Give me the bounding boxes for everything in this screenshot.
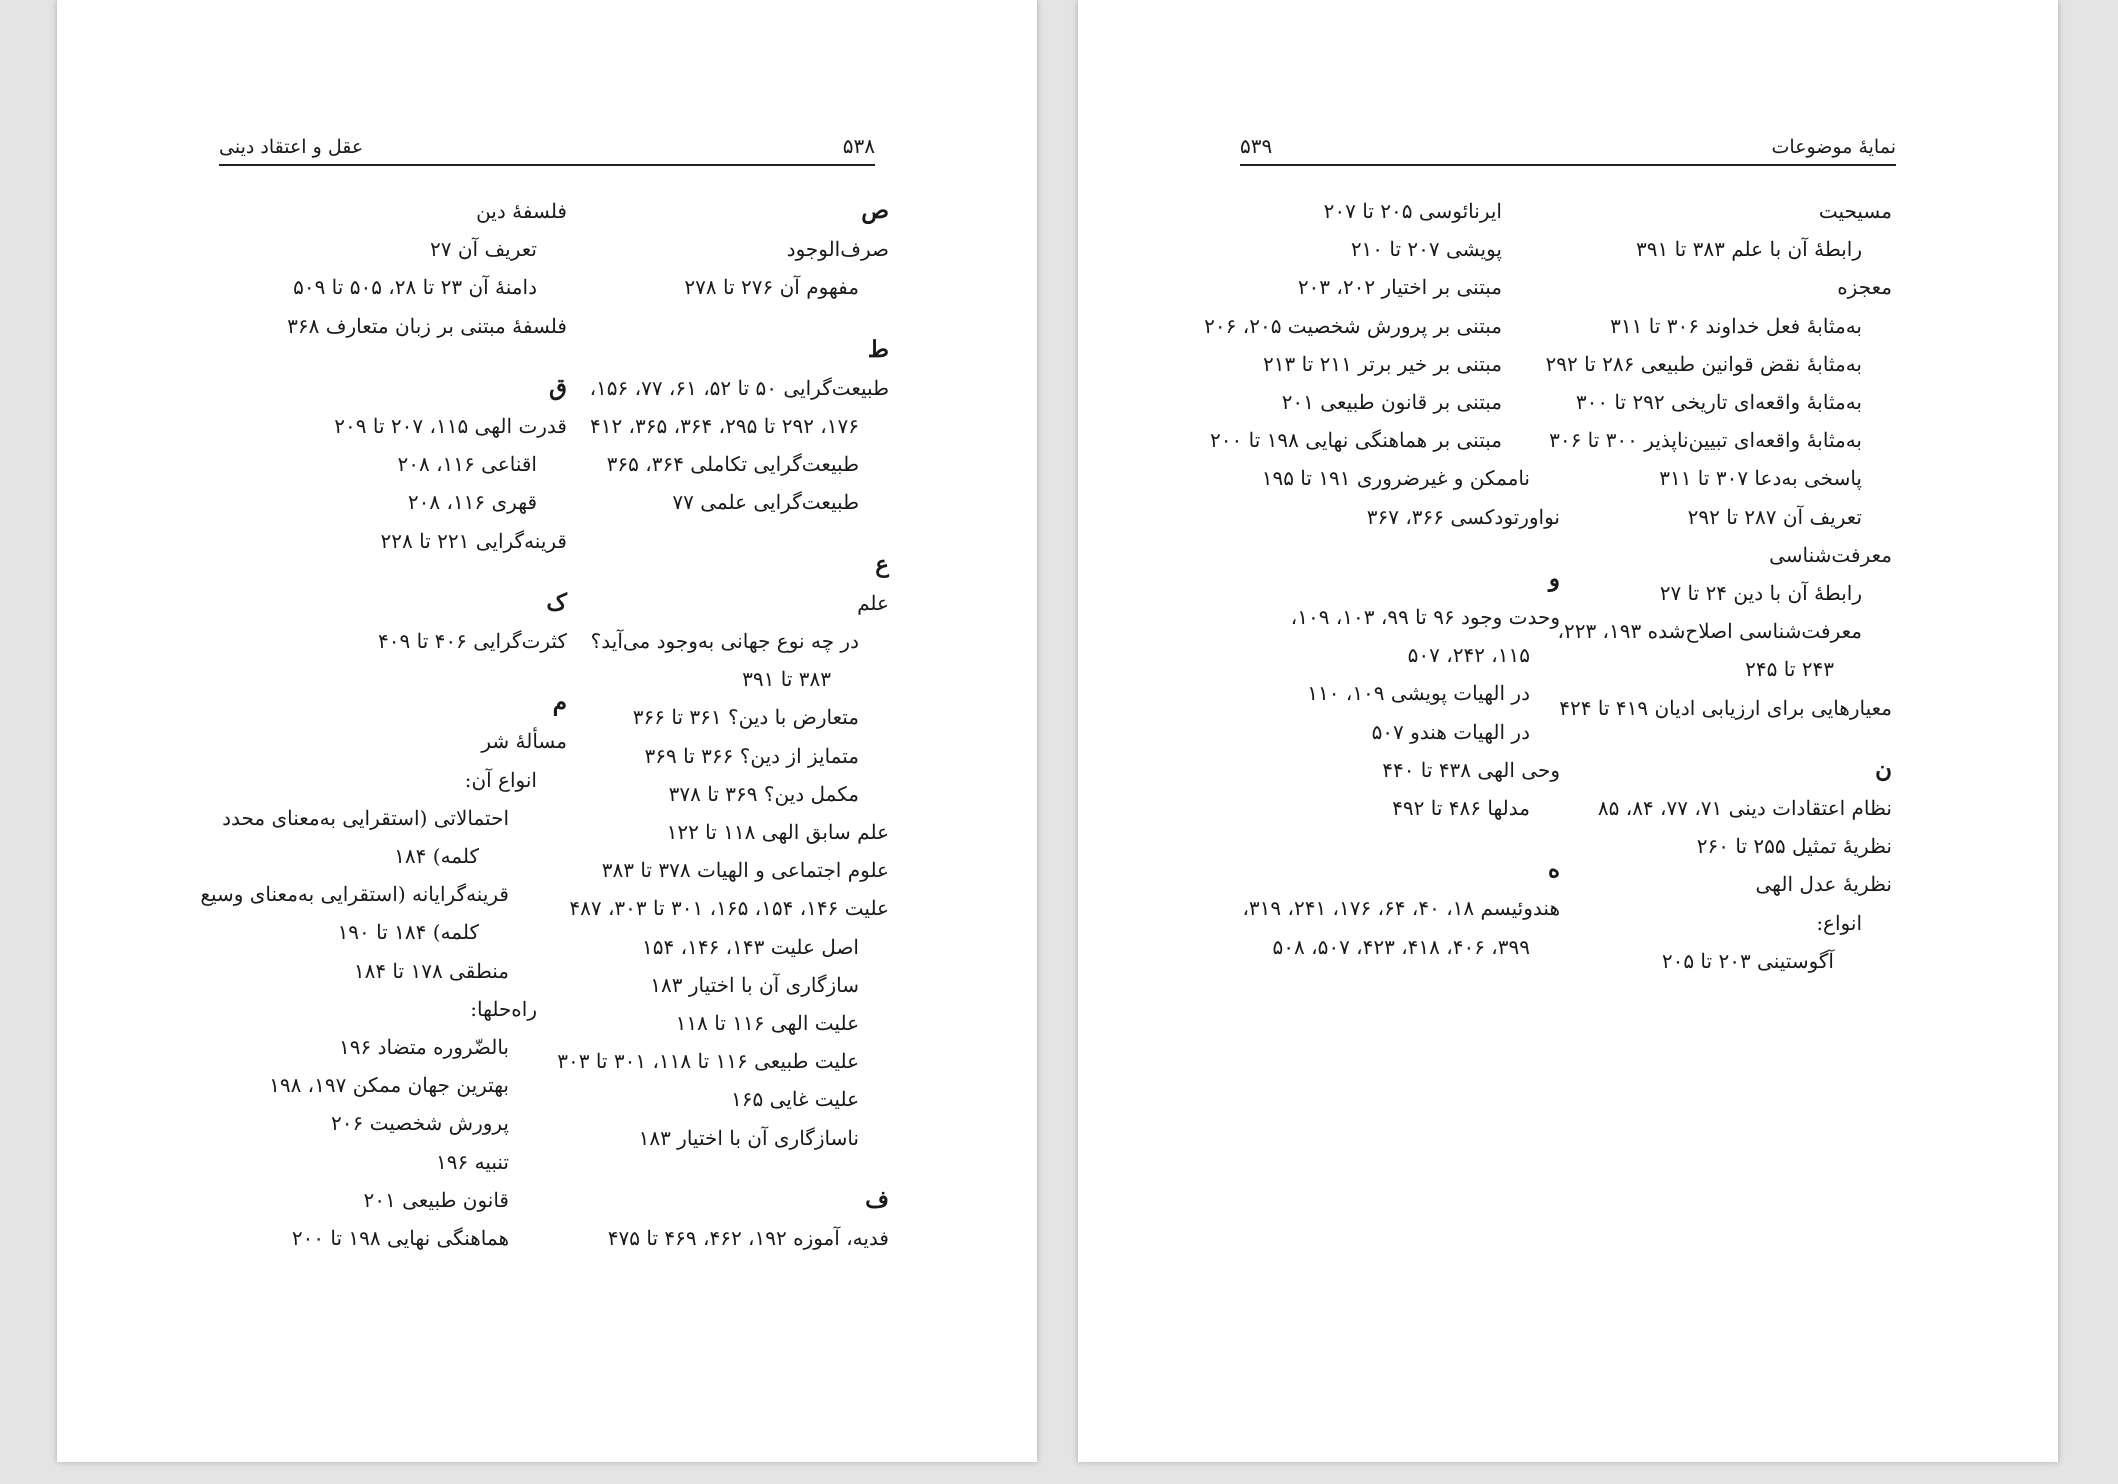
index-entry: معرفت‌شناسی اصلاح‌شده ۱۹۳، ۲۲۳، (1557, 619, 1862, 644)
index-entry: احتمالاتی (استقرایی به‌معنای محدد (222, 805, 509, 830)
index-entry: تعریف آن ۲۷ (430, 237, 537, 262)
index-entry: مبتنی بر هماهنگی نهایی ۱۹۸ تا ۲۰۰ (1210, 428, 1502, 453)
index-entry: نظام اعتقادات دینی ۷۱، ۷۷، ۸۴، ۸۵ (1597, 796, 1892, 821)
index-spacer (559, 1157, 889, 1181)
index-entry: مسیحیت (1818, 199, 1892, 223)
index-spacer (559, 522, 889, 546)
index-entry: طبیعت‌گرایی ۵۰ تا ۵۲، ۶۱، ۷۷، ۱۵۶، (589, 375, 889, 400)
index-entry: نظریهٔ تمثیل ۲۵۵ تا ۲۶۰ (1696, 834, 1892, 859)
index-entry: به‌مثابهٔ فعل خداوند ۳۰۶ تا ۳۱۱ (1610, 313, 1862, 338)
running-title: نمایهٔ موضوعات (1771, 136, 1896, 158)
index-entry: در چه نوع جهانی به‌وجود می‌آید؟ (590, 629, 859, 654)
index-entry: بالضّروره متضاد ۱۹۶ (339, 1035, 509, 1060)
index-section-letter: ص (861, 197, 889, 224)
index-entry: آگوستینی ۲۰۳ تا ۲۰۵ (1661, 948, 1834, 973)
index-column-right (1545, 192, 1892, 980)
index-entry: در الهیات هندو ۵۰۷ (1371, 719, 1530, 744)
index-section-letter: ه (1547, 856, 1560, 884)
index-spacer (267, 345, 567, 369)
index-entry: راه‌حلها: (470, 996, 537, 1021)
index-entry: ۱۱۵، ۲۴۲، ۵۰۷ (1407, 643, 1530, 668)
index-entry: رابطهٔ آن با دین ۲۴ تا ۲۷ (1659, 581, 1862, 606)
index-entry: کلمه) ۱۸۴ تا ۱۹۰ (337, 920, 479, 945)
index-entry: اصل علیت ۱۴۳، ۱۴۶، ۱۵۴ (642, 934, 859, 959)
index-entry: مبتنی بر پرورش شخصیت ۲۰۵، ۲۰۶ (1204, 313, 1502, 338)
index-entry: علیت ۱۴۶، ۱۵۴، ۱۶۵، ۳۰۱ تا ۳۰۳، ۴۸۷ (569, 896, 889, 921)
index-entry: مبتنی بر اختیار ۲۰۲، ۲۰۳ (1297, 275, 1502, 300)
index-entry: به‌مثابهٔ واقعه‌ای تاریخی ۲۹۲ تا ۳۰۰ (1575, 390, 1862, 415)
index-entry: ناسازگاری آن با اختیار ۱۸۳ (638, 1125, 859, 1150)
index-entry: رابطهٔ آن با علم ۳۸۳ تا ۳۹۱ (1636, 237, 1862, 262)
index-entry: به‌مثابهٔ واقعه‌ای تبیین‌ناپذیر ۳۰۰ تا ۳۰۶ (1549, 428, 1862, 453)
index-entry: پاسخی به‌دعا ۳۰۷ تا ۳۱۱ (1659, 466, 1862, 491)
index-entry: فدیه، آموزه ۱۹۲، ۴۶۲، ۴۶۹ تا ۴۷۵ (607, 1226, 889, 1251)
index-entry: وحی الهی ۴۳۸ تا ۴۴۰ (1382, 757, 1560, 782)
index-entry: مدلها ۴۸۶ تا ۴۹۲ (1392, 796, 1530, 821)
index-spacer (559, 307, 889, 331)
index-section-letter: ن (1875, 755, 1892, 783)
left-page (57, 0, 1037, 1462)
index-entry: ۳۹۹، ۴۰۶، ۴۱۸، ۴۲۳، ۵۰۷، ۵۰۸ (1272, 934, 1530, 959)
index-entry: سازگاری آن با اختیار ۱۸۳ (650, 972, 859, 997)
index-entry: فلسفهٔ دین (476, 199, 567, 223)
page-number: ۵۳۸ (842, 134, 875, 158)
index-spacer (267, 660, 567, 684)
index-entry: در الهیات پویشی ۱۰۹، ۱۱۰ (1307, 681, 1530, 706)
index-entry: دامنهٔ آن ۲۳ تا ۲۸، ۵۰۵ تا ۵۰۹ (293, 275, 537, 300)
index-entry: ایرنائوسی ۲۰۵ تا ۲۰۷ (1323, 199, 1502, 223)
index-entry: پرورش شخصیت ۲۰۶ (331, 1111, 509, 1136)
index-spacer (1230, 536, 1560, 560)
index-entry: ۲۴۳ تا ۲۴۵ (1745, 657, 1834, 682)
index-entry: کثرت‌گرایی ۴۰۶ تا ۴۰۹ (378, 629, 567, 654)
index-entry: منطقی ۱۷۸ تا ۱۸۴ (353, 958, 509, 983)
index-column-right (559, 192, 889, 1257)
index-entry: مبتنی بر قانون طبیعی ۲۰۱ (1281, 390, 1502, 415)
right-page (1078, 0, 2058, 1462)
index-entry: علیت الهی ۱۱۶ تا ۱۱۸ (675, 1011, 859, 1036)
index-entry: اقناعی ۱۱۶، ۲۰۸ (397, 452, 537, 477)
index-entry: هندوئیسم ۱۸، ۴۰، ۶۴، ۱۷۶، ۲۴۱، ۳۱۹، (1242, 896, 1560, 921)
index-section-letter: و (1548, 564, 1560, 592)
index-entry: صرف‌الوجود (786, 237, 889, 262)
index-spacer (1230, 827, 1560, 851)
index-entry: هماهنگی نهایی ۱۹۸ تا ۲۰۰ (291, 1226, 509, 1251)
index-entry: متعارض با دین؟ ۳۶۱ تا ۳۶۶ (632, 705, 859, 730)
index-section-letter: ک (546, 588, 567, 616)
page-number: ۵۳۹ (1240, 134, 1273, 158)
index-entry: علیت طبیعی ۱۱۶ تا ۱۱۸، ۳۰۱ تا ۳۰۳ (557, 1049, 859, 1074)
index-entry: نظریهٔ عدل الهی (1755, 872, 1892, 897)
index-entry: فلسفهٔ مبتنی بر زبان متعارف ۳۶۸ (287, 313, 567, 338)
index-entry: قدرت الهی ۱۱۵، ۲۰۷ تا ۲۰۹ (334, 414, 567, 439)
index-entry: معیارهایی برای ارزیابی ادیان ۴۱۹ تا ۴۲۴ (1559, 695, 1892, 720)
index-entry: مسألهٔ شر (481, 729, 567, 754)
index-entry: ۱۷۶، ۲۹۲ تا ۲۹۵، ۳۶۴، ۳۶۵، ۴۱۲ (589, 414, 859, 439)
index-section-letter: ف (865, 1185, 889, 1213)
index-entry: قرینه‌گرایی ۲۲۱ تا ۲۲۸ (380, 528, 567, 553)
index-entry: انواع آن: (464, 767, 537, 792)
index-column-left (1204, 192, 1560, 966)
index-column-left (200, 192, 567, 1257)
index-entry: قهری ۱۱۶، ۲۰۸ (407, 490, 537, 515)
index-entry: طبیعت‌گرایی علمی ۷۷ (672, 490, 859, 515)
index-entry: به‌مثابهٔ نقض قوانین طبیعی ۲۸۶ تا ۲۹۲ (1545, 351, 1862, 376)
running-title: عقل و اعتقاد دینی (219, 136, 364, 158)
index-entry: مکمل دین؟ ۳۶۹ تا ۳۷۸ (668, 781, 859, 806)
index-entry: نواورتودکسی ۳۶۶، ۳۶۷ (1366, 504, 1560, 529)
index-entry: علم سابق الهی ۱۱۸ تا ۱۲۲ (666, 820, 889, 845)
index-section-letter: ق (549, 373, 567, 401)
index-entry: انواع: (1816, 910, 1862, 935)
index-entry: تعریف آن ۲۸۷ تا ۲۹۲ (1687, 504, 1862, 529)
index-entry: قرینه‌گرایانه (استقرایی به‌معنای وسیع (200, 882, 509, 907)
index-entry: کلمه) ۱۸۴ (394, 844, 479, 869)
index-entry: تنبیه ۱۹۶ (436, 1149, 509, 1174)
index-entry: ۳۸۳ تا ۳۹۱ (742, 667, 831, 692)
index-entry: وحدت وجود ۹۶ تا ۹۹، ۱۰۳، ۱۰۹، (1290, 605, 1560, 630)
index-spacer (267, 560, 567, 584)
page-header (1240, 128, 1896, 166)
page-header (219, 128, 875, 166)
index-entry: قانون طبیعی ۲۰۱ (363, 1187, 509, 1212)
index-entry: مبتنی بر خیر برتر ۲۱۱ تا ۲۱۳ (1263, 351, 1502, 376)
index-entry: متمایز از دین؟ ۳۶۶ تا ۳۶۹ (644, 743, 859, 768)
index-section-letter: ع (875, 550, 889, 578)
index-entry: معجزه (1837, 275, 1892, 300)
index-entry: ناممکن و غیرضروری ۱۹۱ تا ۱۹۵ (1261, 466, 1530, 491)
index-entry: طبیعت‌گرایی تکاملی ۳۶۴، ۳۶۵ (606, 452, 859, 477)
index-entry: علیت غایی ۱۶۵ (731, 1087, 859, 1112)
index-entry: علم (857, 590, 889, 615)
index-section-letter: م (552, 689, 567, 717)
index-section-letter: ط (867, 335, 889, 363)
index-entry: مفهوم آن ۲۷۶ تا ۲۷۸ (684, 275, 859, 300)
index-spacer (1552, 727, 1892, 751)
index-entry: بهترین جهان ممکن ۱۹۷، ۱۹۸ (269, 1073, 509, 1098)
index-entry: علوم اجتماعی و الهیات ۳۷۸ تا ۳۸۳ (601, 858, 889, 883)
index-entry: پویشی ۲۰۷ تا ۲۱۰ (1350, 237, 1502, 262)
index-entry: معرفت‌شناسی (1769, 542, 1892, 567)
